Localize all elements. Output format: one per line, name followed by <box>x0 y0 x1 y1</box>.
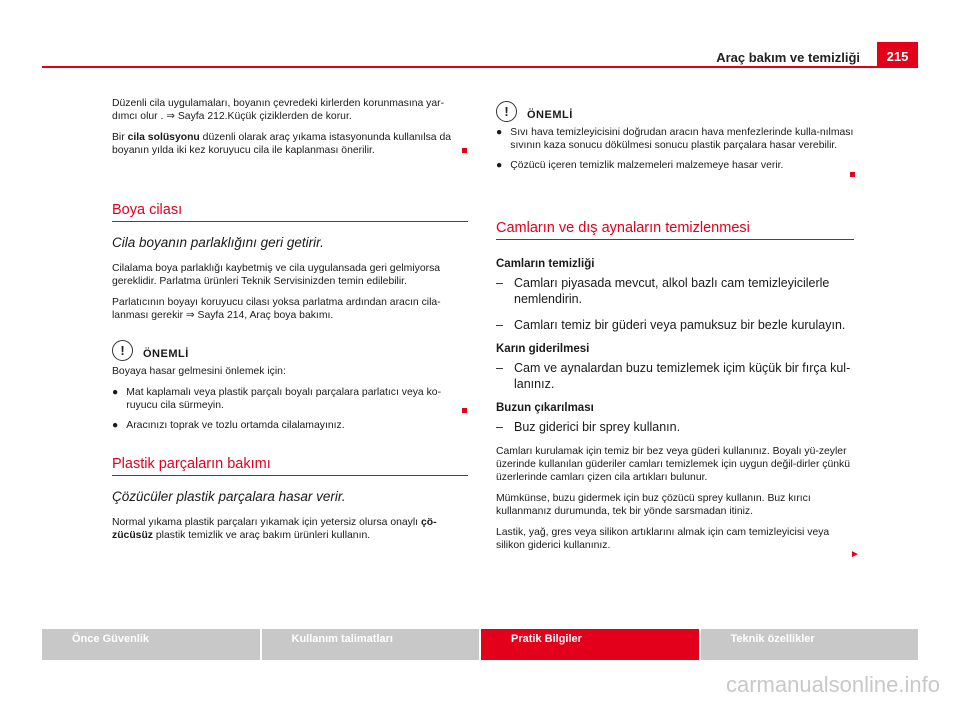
dash-mark: – <box>496 420 503 434</box>
continue-arrow-icon: ► <box>850 549 860 560</box>
warning-header <box>496 99 854 123</box>
section-boya-cilasi <box>112 201 468 439</box>
intro-p2-suffix: düzenli olarak araç yıkama istasyonunda kullanılsa da boyanın yılda iki kez koruyucu cila ile kaplanması önerilir. <box>112 132 452 156</box>
end-mark <box>462 408 467 413</box>
boya-paragraph-1: Cilalama boya parlaklığı kaybetmiş ve cila uygulansada geri gelmiyorsa gereklidir. Parlatma ürünleri Teknik Servisinizden temin edilebilir. <box>112 263 441 287</box>
warning-title: ÖNEMLİ <box>143 347 189 360</box>
boya-paragraph-2: Parlatıcının boyayı koruyucu cilası yoksa parlatma ardından aracın cila-lanması gerekir ⇒ Sayfa 214, Araç boya bakımı. <box>112 297 441 321</box>
left-column <box>112 97 468 165</box>
end-mark <box>850 172 855 177</box>
bullet-dot: ● <box>112 387 119 398</box>
list-item-text: Camları piyasada mevcut, alkol bazlı cam temizleyicilerle nemlendirin. <box>514 276 830 306</box>
page-header-title: Araç bakım ve temizliği <box>716 50 860 65</box>
intro-paragraph-2 <box>112 131 468 157</box>
bullet-dot: ● <box>496 127 503 138</box>
list-item <box>496 419 854 435</box>
dash-mark: – <box>496 318 503 332</box>
dash-mark: – <box>496 276 503 290</box>
list-item-text: Camları temiz bir güderi veya pamuksuz bir bezle kurulayın. <box>514 318 846 332</box>
subhead-cam-temizligi: Camların temizliği <box>496 258 595 270</box>
section-title-boya-cilasi: Boya cilası <box>112 201 468 222</box>
dash-mark: – <box>496 361 503 375</box>
plastik-p1-prefix: Normal yıkama plastik parçaları yıkamak için yetersiz olursa onaylı <box>112 517 421 528</box>
footer-nav <box>42 629 918 660</box>
plastik-p1-suffix: plastik temizlik ve araç bakım ürünleri kullanın. <box>153 530 371 541</box>
camlar-paragraph-2: Mümkünse, buzu gidermek için buz çözücü sprey kullanın. Buz kırıcı kullanmanız durumunda, tek bir yönde sarsmadan itiniz. <box>496 493 811 517</box>
warning-bullet-text: Çözücü içeren temizlik malzemeleri malzemeye hasar verir. <box>510 160 784 171</box>
section-title-camlar: Camların ve dış aynaların temizlenmesi <box>496 219 854 240</box>
list-item <box>496 317 854 333</box>
section-subtitle-boya-cilasi: Cila boyanın parlaklığını geri getirir. <box>112 235 324 250</box>
section-subtitle-plastik: Çözücüler plastik parçalara hasar verir. <box>112 489 346 504</box>
intro-p2-bold: cila solüsyonu <box>127 132 200 143</box>
footer-tab-teknik[interactable]: Teknik özellikler <box>701 629 919 660</box>
footer-tab-kullanim[interactable]: Kullanım talimatları <box>262 629 480 660</box>
warning-bullet <box>496 126 854 152</box>
warning-bullet-text: Sıvı hava temizleyicisini doğrudan aracın hava menfezlerinde kulla-nılması sıvının kaza sonucu dökülmesi sonucu plastik parçalara hasar verebilir. <box>510 127 854 151</box>
header-rule <box>42 66 918 68</box>
intro-p2-prefix: Bir <box>112 132 128 143</box>
footer-tab-pratik-bilgiler[interactable]: Pratik Bilgiler <box>481 629 699 660</box>
list-item <box>496 360 854 392</box>
warning-bullet <box>496 159 854 172</box>
bullet-dot: ● <box>112 420 119 431</box>
list-item-text: Cam ve aynalardan buzu temizlemek içim küçük bir fırça kul-lanınız. <box>514 361 851 391</box>
bullet-dot: ● <box>496 160 503 171</box>
right-column <box>496 99 854 179</box>
footer-tab-once-guvenlik[interactable]: Önce Güvenlik <box>42 629 260 660</box>
warning-bullet-text: Mat kaplamalı veya plastik parçalı boyalı parçalara parlatıcı veya ko-ruyucu cila sürmeyin. <box>126 387 442 411</box>
warning-icon: ! <box>496 101 517 122</box>
subhead-buz: Buzun çıkarılması <box>496 402 594 414</box>
camlar-paragraph-3: Lastik, yağ, gres veya silikon artıklarını almak için cam temizleyicisi veya silikon giderici kullanınız. <box>496 527 830 551</box>
watermark: carmanualsonline.info <box>725 672 940 697</box>
list-item <box>496 275 854 307</box>
warning-bullet <box>112 386 468 412</box>
end-mark <box>462 148 467 153</box>
section-camlar <box>496 219 854 560</box>
plastik-paragraph <box>112 516 468 542</box>
warning-bullet-text: Aracınızı toprak ve tozlu ortamda cilalamayınız. <box>126 420 345 431</box>
page-number: 215 <box>877 42 918 68</box>
warning-bullet <box>112 419 468 432</box>
warning-intro: Boyaya hasar gelmesini önlemek için: <box>112 366 286 377</box>
list-item-text: Buz giderici bir sprey kullanın. <box>514 420 681 434</box>
warning-icon: ! <box>112 340 133 361</box>
warning-title: ÖNEMLİ <box>527 108 573 121</box>
section-plastik <box>112 455 468 550</box>
camlar-paragraph-1: Camları kurulamak için temiz bir bez veya güderi kullanınız. Boyalı yü-zeyler üzerinde kullanılan güderiler camları temizlemek için uygun değil-dirler çünkü üzerlerinde camları çizen cila artıkları bulunur. <box>496 446 851 483</box>
intro-paragraph-1: Düzenli cila uygulamaları, boyanın çevredeki kirlerden korunmasına yar-dımcı olur . ⇒ Sayfa 212.Küçük çiziklerden de korur. <box>112 98 445 122</box>
warning-header <box>112 338 468 362</box>
subhead-kar: Karın giderilmesi <box>496 343 590 355</box>
plastik-p1-bold: çö-zücüsüz <box>112 517 437 541</box>
section-title-plastik: Plastik parçaların bakımı <box>112 455 468 476</box>
